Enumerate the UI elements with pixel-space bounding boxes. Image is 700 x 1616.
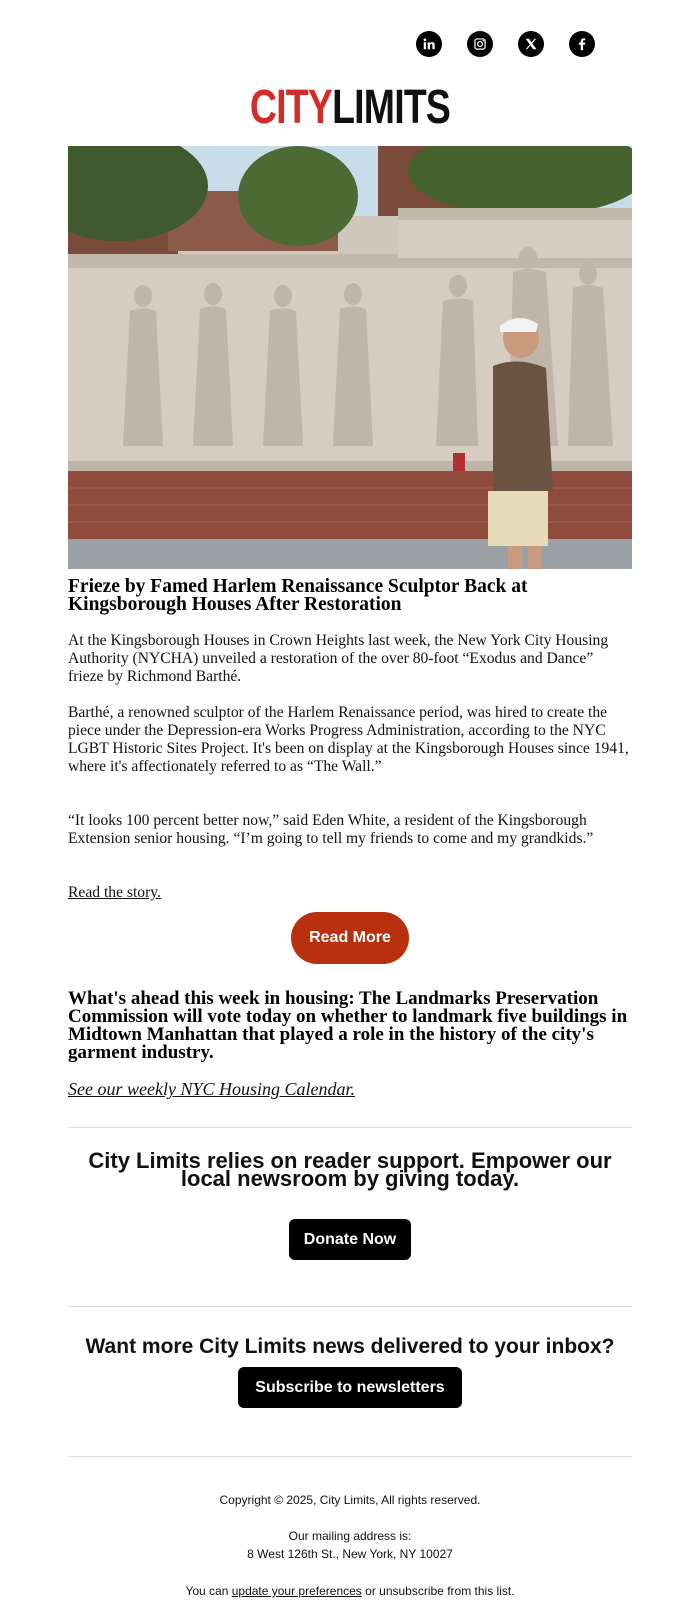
logo-limits-text: LIMITS (332, 81, 451, 134)
read-story-link[interactable]: Read the story. (68, 884, 161, 901)
read-more-button[interactable]: Read More (291, 912, 409, 964)
footer-prefs-suffix: or unsubscribe from this list. (361, 1584, 515, 1598)
footer-mailing-label: Our mailing address is: (288, 1529, 412, 1543)
facebook-icon[interactable] (569, 31, 595, 57)
article-title[interactable]: Frieze by Famed Harlem Renaissance Sculptor Back at Kingsborough Houses After Restoration (68, 576, 528, 615)
social-links (0, 31, 700, 57)
donate-now-button[interactable]: Donate Now (289, 1219, 411, 1260)
housing-ahead-text: What's ahead this week in housing: The Landmarks Preservation Commission will vote today on whether to landmark five buildings in Midtown Manhattan that played a role in the history of the city's garment industry. (68, 988, 628, 1063)
divider (68, 1456, 632, 1457)
instagram-icon[interactable] (467, 31, 493, 57)
article-paragraph-2: Barthé, a renowned sculptor of the Harlem Renaissance period, was hired to create the piece under the Depression-era Works Progress Administration, according to the NYC LGBT Historic Sites Project. It's been on display at the Kingsborough Houses since 1941, where it's affectionately referred to as “The Wall.” (68, 704, 629, 775)
city-limits-logo[interactable] (77, 81, 623, 134)
frieze-photo[interactable] (68, 146, 632, 569)
x-icon[interactable] (518, 31, 544, 57)
logo-city-text: CITY (249, 81, 333, 134)
subscribe-newsletters-button[interactable]: Subscribe to newsletters (238, 1367, 462, 1408)
housing-calendar-link[interactable]: See our weekly NYC Housing Calendar. (68, 1079, 355, 1099)
linkedin-icon[interactable] (416, 31, 442, 57)
article-paragraph-3: “It looks 100 percent better now,” said Eden White, a resident of the Kingsborough Extension senior housing. “I’m going to tell my friends to come and my grandkids.” (68, 812, 594, 847)
footer-preferences (0, 1583, 700, 1599)
article-paragraph-1: At the Kingsborough Houses in Crown Heights last week, the New York City Housing Authority (NYCHA) unveiled a restoration of the over 80-foot “Exodus and Dance” frieze by Richmond Barthé. (68, 632, 609, 685)
footer-address: 8 West 126th St., New York, NY 10027 (247, 1547, 453, 1561)
frieze-photo-illustration (68, 146, 632, 569)
footer-prefs-prefix: You can (185, 1584, 232, 1598)
reader-support-text: City Limits relies on reader support. Empower our local newsroom by giving today. (88, 1148, 612, 1191)
divider (68, 1306, 632, 1307)
divider (68, 1127, 632, 1128)
update-preferences-link[interactable]: update your preferences (231, 1584, 362, 1598)
footer-copyright: Copyright © 2025, City Limits, All rights reserved. (219, 1493, 481, 1507)
newsletter-heading: Want more City Limits news delivered to your inbox? (85, 1335, 615, 1358)
